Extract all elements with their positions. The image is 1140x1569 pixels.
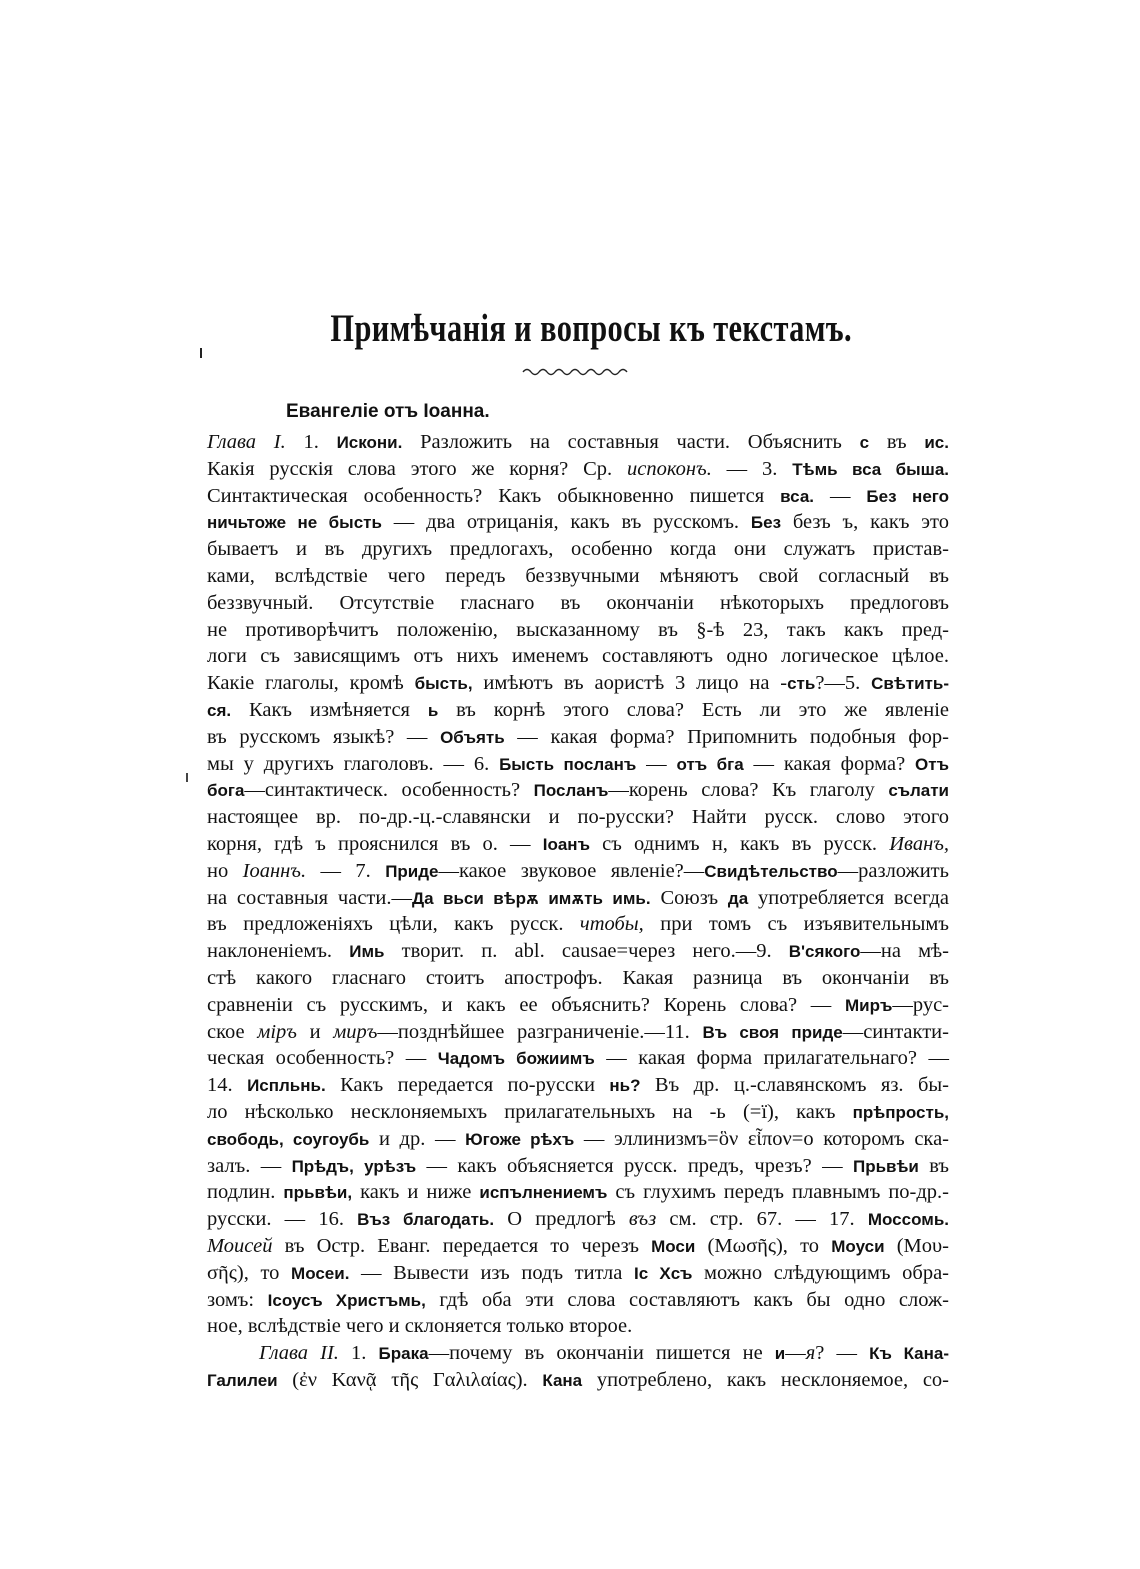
italic-text: Моисей	[207, 1234, 273, 1257]
church-slavonic-term: Кана	[542, 1370, 583, 1390]
text-line	[207, 1313, 949, 1340]
text-run: 1.	[338, 1342, 379, 1365]
text-line	[207, 1153, 949, 1180]
text-run: въ	[869, 431, 925, 453]
text-run: въ Остр. Еванг. передается то черезъ	[272, 1234, 652, 1257]
church-slavonic-term: Без него	[866, 486, 950, 506]
text-line	[207, 483, 949, 510]
section-heading: Евангеліе отъ Іоанна.	[286, 401, 490, 422]
text-line	[207, 590, 949, 617]
text-line	[207, 804, 949, 831]
text-line	[207, 643, 949, 670]
text-run: — какая форма? Припомнить подобныя фор-	[504, 725, 949, 748]
text-run: — какая форма прилагательнаго? —	[594, 1047, 949, 1070]
text-run: Синтактическая особенность? Какъ обыкновенно пишется	[207, 484, 781, 507]
text-run: бываетъ и въ другихъ предлогахъ, особенно когда они служатъ пристав-	[207, 538, 949, 561]
text-run: не противорѣчитъ положенію, высказанному въ §-ѣ 23, такъ какъ пред-	[207, 618, 949, 641]
text-run: —синтакти-	[842, 1020, 949, 1043]
church-slavonic-term: Тѣмь вса бышa.	[792, 459, 950, 479]
text-line	[207, 858, 949, 885]
text-run: —	[785, 1342, 806, 1365]
text-run: и	[296, 1020, 334, 1043]
text-run: русски. — 16.	[207, 1208, 358, 1231]
text-run: мы у другихъ глаголовъ. — 6.	[207, 752, 500, 775]
text-run: можно слѣдующимъ обра-	[692, 1261, 949, 1284]
text-run: Какъ измѣняется	[231, 698, 428, 721]
text-run: на составныя части.—	[207, 886, 412, 909]
italic-text: Глава II.	[259, 1342, 339, 1365]
church-slavonic-term: Миръ	[844, 995, 893, 1015]
text-run: —корень слова? Къ глаголу	[608, 779, 889, 802]
text-line	[207, 1072, 949, 1099]
text-run: О предлогѣ	[494, 1208, 629, 1231]
text-run: употребляется всегда	[748, 886, 949, 909]
text-run: ское	[207, 1020, 258, 1043]
text-run: Какія русскія слова этого же корня? Ср.	[207, 457, 627, 480]
italic-text: я	[805, 1342, 816, 1365]
text-line	[207, 1367, 949, 1394]
text-run: гдѣ оба эти слова составляютъ какъ бы одно слож-	[425, 1288, 949, 1311]
italic-text: Глава I.	[207, 431, 286, 453]
text-run: имѣютъ въ аористѣ 3 лицо на -	[472, 672, 788, 695]
church-slavonic-term: Да вьси вѣрѫ имѫть имь.	[411, 888, 651, 908]
text-run: Союзъ	[650, 886, 728, 909]
italic-text: испоконъ.	[626, 457, 712, 480]
text-run: ками, вслѣдствіе чего передъ беззвучными мѣняютъ свой согласный въ	[207, 564, 949, 587]
church-slavonic-term: нь?	[609, 1076, 641, 1096]
text-line	[207, 1287, 949, 1314]
text-run: 14.	[207, 1074, 248, 1097]
text-line	[207, 751, 949, 778]
text-run: — какъ объясняется русск. предъ, чрезъ? —	[416, 1154, 853, 1177]
text-line	[207, 429, 949, 456]
church-slavonic-term: Свидѣтельство	[704, 861, 838, 881]
text-run: —позднѣйшее разграниченіе.—11.	[377, 1020, 703, 1043]
text-run: въ русскомъ языкѣ? —	[207, 725, 441, 748]
text-run: ло нѣсколько несклоняемыхъ прилагательныхъ на -ь (=ї), какъ	[207, 1100, 853, 1123]
church-slavonic-term: Въ своя приде	[702, 1022, 843, 1042]
text-run: 1.	[285, 431, 337, 453]
text-line	[207, 992, 949, 1019]
text-run: —синтактическ. особенность?	[244, 779, 534, 802]
text-run: беззвучный. Отсутствіе гласнаго въ окончаніи нѣкоторыхъ предлоговъ	[207, 591, 949, 614]
text-run: ческая особенность? —	[207, 1047, 438, 1070]
text-run: —на мѣ-	[860, 940, 950, 963]
text-run: ?—5.	[815, 672, 872, 695]
church-slavonic-term: прѣпрость,	[852, 1102, 949, 1122]
text-run: —рус-	[892, 993, 949, 1016]
church-slavonic-term: сть	[787, 674, 816, 694]
text-run: залъ. —	[207, 1154, 292, 1177]
church-slavonic-term: бога	[207, 781, 245, 801]
church-slavonic-term: Въз благодать.	[357, 1210, 495, 1230]
church-slavonic-term: Моуси	[831, 1236, 885, 1256]
text-run: Въ др. ц.-славянскомъ яз. бы-	[640, 1074, 950, 1097]
text-run: σῆς), то	[207, 1261, 292, 1284]
text-run: —	[636, 752, 677, 775]
text-line	[207, 724, 949, 751]
church-slavonic-term: Приде	[385, 861, 439, 881]
church-slavonic-term: с	[859, 433, 870, 452]
text-line	[207, 670, 949, 697]
church-slavonic-term: отъ бга	[676, 754, 744, 774]
church-slavonic-term: вса.	[780, 486, 814, 506]
italic-text: міръ	[257, 1020, 297, 1043]
church-slavonic-term: Бысть посланъ	[499, 754, 637, 774]
church-slavonic-term: Свѣтить-	[871, 674, 949, 694]
text-line	[207, 536, 949, 563]
italic-text: миръ	[333, 1020, 378, 1043]
italic-text: въз	[628, 1208, 657, 1231]
print-speck	[186, 773, 188, 782]
church-slavonic-term: прьвѣи,	[283, 1183, 353, 1203]
church-slavonic-term: Объять	[440, 727, 505, 747]
text-run: настоящее вр. по-др.-ц.-славянски и по-русски? Найти русск. слово этого	[207, 806, 949, 829]
text-run: Какіе глаголы, кромѣ	[207, 672, 415, 695]
text-run: какъ и ниже	[352, 1181, 480, 1204]
ornament-divider-icon	[521, 366, 631, 378]
text-line	[207, 965, 949, 992]
text-line	[207, 938, 949, 965]
church-slavonic-term: Прьвѣи	[852, 1156, 919, 1176]
text-run: въ	[918, 1154, 950, 1177]
text-line	[207, 777, 949, 804]
church-slavonic-term: Іоанъ	[542, 834, 590, 854]
text-run: (Μου-	[884, 1234, 950, 1257]
text-run: — 7.	[306, 859, 386, 882]
italic-text: чтобы,	[579, 913, 644, 936]
text-line	[207, 1099, 949, 1126]
church-slavonic-term: и	[774, 1344, 786, 1364]
text-line	[207, 617, 949, 644]
church-slavonic-term: Посланъ	[533, 781, 609, 801]
church-slavonic-term: Прѣдъ,	[291, 1156, 354, 1176]
church-slavonic-term: Имь	[349, 942, 385, 962]
church-slavonic-term: испълнениемъ	[479, 1183, 608, 1203]
text-run: (ἐν Κανᾷ τῆς Γαλιλαίας).	[277, 1368, 543, 1391]
text-line	[207, 1045, 949, 1072]
text-run: ? —	[815, 1342, 870, 1365]
text-run: логи съ зависящимъ отъ нихъ именемъ составляютъ одно логическое цѣлое.	[207, 645, 949, 668]
text-run: съ глухимъ передъ плавнымъ по-др.-	[607, 1181, 950, 1204]
text-run: стѣ какого гласнаго стоитъ апострофъ. Какая разница въ окончаніи въ	[207, 966, 949, 989]
church-slavonic-term: бысть,	[414, 674, 473, 694]
text-line	[207, 1340, 949, 1367]
church-slavonic-term: Испльнь.	[247, 1076, 326, 1096]
text-run: наклоненіемъ.	[207, 940, 350, 963]
text-run: но	[207, 859, 243, 882]
text-line	[207, 885, 949, 912]
church-slavonic-term: Мосеи.	[291, 1263, 350, 1283]
church-slavonic-term: Югоже рѣхъ	[465, 1129, 575, 1149]
text-run: при томъ съ изъявительнымъ	[643, 913, 950, 936]
text-line	[207, 831, 949, 858]
text-run: употреблено, какъ несклоняемое, со-	[582, 1368, 949, 1391]
church-slavonic-term: урѣзъ	[364, 1156, 417, 1176]
text-run: зомъ:	[207, 1288, 268, 1311]
church-slavonic-term: ничьтоже не бысть	[207, 513, 382, 533]
church-slavonic-term: свободь, соугоубь	[207, 1129, 370, 1149]
text-run: см. стр. 67. — 17.	[656, 1208, 868, 1231]
text-run: — Вывести изъ подъ титла	[349, 1261, 635, 1284]
church-slavonic-term: Моссомь.	[867, 1210, 949, 1230]
text-run: и др. —	[369, 1127, 466, 1150]
church-slavonic-term: Без	[750, 513, 782, 533]
text-run: ное, вслѣдствіе чего и склоняется только второе.	[207, 1315, 633, 1338]
text-line	[207, 697, 949, 724]
text-line	[207, 1233, 949, 1260]
text-line	[207, 509, 949, 536]
text-line	[207, 456, 949, 483]
text-run: творит. п. abl. causae=через него.—9.	[384, 940, 789, 963]
text-run: —	[814, 484, 867, 507]
church-slavonic-term: Моси	[651, 1236, 696, 1256]
church-slavonic-term: В'сякого	[788, 942, 861, 962]
body-text	[207, 429, 949, 1394]
text-run: подлин.	[207, 1181, 284, 1204]
church-slavonic-term: Ісоусъ Христъмь,	[267, 1290, 426, 1310]
text-run: — какая форма?	[743, 752, 916, 775]
church-slavonic-term: Къ Кана-	[869, 1344, 950, 1364]
text-run: (Μωσῆς), то	[695, 1234, 832, 1257]
church-slavonic-term: Галилеи	[207, 1370, 278, 1390]
italic-text: Иванъ,	[889, 832, 949, 855]
text-line	[207, 1126, 949, 1153]
text-run: — два отрицанія, какъ въ русскомъ.	[381, 511, 751, 534]
text-line	[207, 1206, 949, 1233]
church-slavonic-term: да	[727, 888, 749, 908]
text-run: —почему въ окончаніи пишется не	[428, 1342, 775, 1365]
text-run: сравненіи съ русскимъ, и какъ ее объяснить? Корень слова? —	[207, 993, 845, 1016]
text-run: —разложить	[837, 859, 949, 882]
church-slavonic-term: Іс Хсъ	[634, 1263, 693, 1283]
church-slavonic-term: сълати	[888, 781, 949, 801]
text-run	[354, 1155, 364, 1177]
text-line	[207, 563, 949, 590]
text-run: корня, гдѣ ъ прояснился въ о. —	[207, 832, 543, 855]
church-slavonic-term: ся.	[207, 700, 232, 720]
text-line	[207, 1260, 949, 1287]
text-line	[207, 1019, 949, 1046]
text-run: съ однимъ н, какъ въ русск.	[589, 832, 890, 855]
text-run: Разложить на составныя части. Объяснить	[402, 431, 860, 453]
church-slavonic-term: ь	[427, 700, 439, 720]
church-slavonic-term: Чадомъ божиимъ	[437, 1049, 595, 1069]
print-speck	[200, 348, 202, 358]
text-run: — эллинизмъ=ὃν εἶπον=о которомъ ска-	[574, 1127, 950, 1150]
text-run: — 3.	[711, 457, 793, 480]
text-run: безъ ъ, какъ это	[781, 511, 949, 534]
church-slavonic-term: Отъ	[915, 754, 949, 774]
text-run: —какое звуковое явленіе?—	[438, 859, 705, 882]
text-line	[207, 1179, 949, 1206]
text-run: въ предложеніяхъ цѣли, какъ русск.	[207, 913, 580, 936]
italic-text: Іоаннъ.	[242, 859, 307, 882]
page-title: Примѣчанія и вопросы къ текстамъ.	[330, 307, 853, 350]
church-slavonic-term: Искони.	[336, 433, 403, 452]
text-run: Какъ передается по-русски	[325, 1074, 610, 1097]
church-slavonic-term: Брака	[378, 1344, 429, 1364]
text-line	[207, 911, 949, 938]
church-slavonic-term: ис.	[924, 433, 949, 452]
text-run: въ корнѣ этого слова? Есть ли это же явленіе	[438, 698, 949, 721]
